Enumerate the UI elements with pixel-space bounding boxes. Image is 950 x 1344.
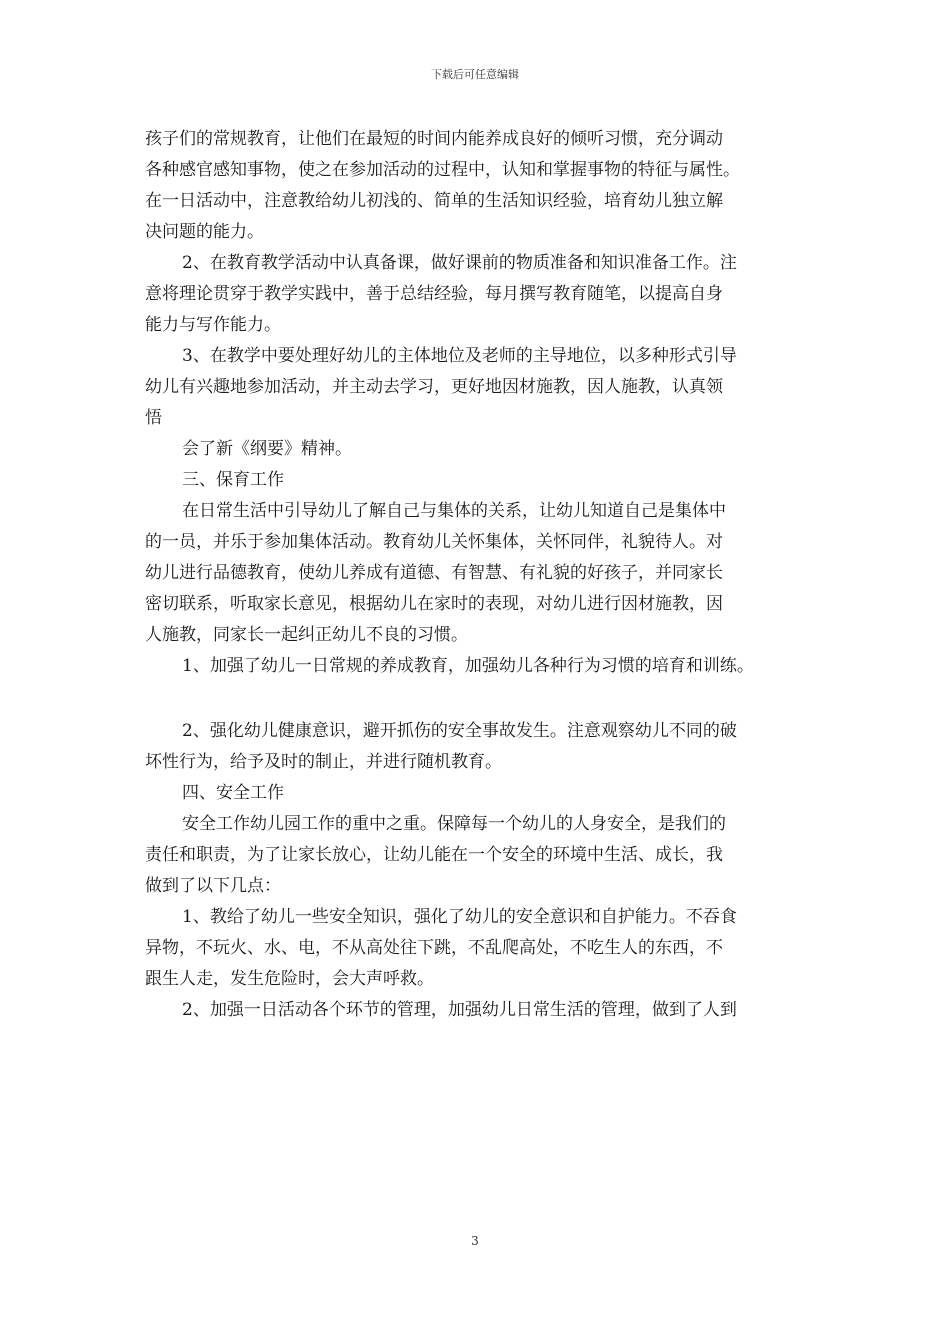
text-line: 1、加强了幼儿一日常规的养成教育，加强幼儿各种行为习惯的培育和训练。 <box>182 656 754 676</box>
text-line: 的一员，并乐于参加集体活动。教育幼儿关怀集体，关怀同伴，礼貌待人。对 <box>145 532 723 552</box>
text-line: 能力与写作能力。 <box>145 315 281 335</box>
text-line: 2、加强一日活动各个环节的管理，加强幼儿日常生活的管理，做到了人到 <box>182 1000 737 1020</box>
text-line: 会了新《纲要》精神。 <box>182 439 352 459</box>
page-number: 3 <box>471 1234 479 1248</box>
text-line: 人施教，同家长一起纠正幼儿不良的习惯。 <box>145 625 468 645</box>
text-line: 在日常生活中引导幼儿了解自己与集体的关系，让幼儿知道自己是集体中 <box>182 501 726 521</box>
text-line: 决问题的能力。 <box>145 222 264 242</box>
text-line: 密切联系，听取家长意见，根据幼儿在家时的表现，对幼儿进行因材施教，因 <box>145 594 723 614</box>
text-line: 安全工作幼儿园工作的重中之重。保障每一个幼儿的人身安全，是我们的 <box>182 814 726 834</box>
section-heading: 四、安全工作 <box>182 783 284 803</box>
text-line: 意将理论贯穿于教学实践中，善于总结经验，每月撰写教育随笔，以提高自身 <box>145 284 723 304</box>
document-body <box>145 124 817 1026</box>
text-line: 异物，不玩火、水、电，不从高处往下跳，不乱爬高处，不吃生人的东西，不 <box>145 938 723 958</box>
text-line: 孩子们的常规教育，让他们在最短的时间内能养成良好的倾听习惯，充分调动 <box>145 129 723 149</box>
section-heading: 三、保育工作 <box>182 470 284 490</box>
text-line: 跟生人走，发生危险时，会大声呼救。 <box>145 969 434 989</box>
text-line: 坏性行为，给予及时的制止，并进行随机教育。 <box>145 752 502 772</box>
text-line: 2、强化幼儿健康意识，避开抓伤的安全事故发生。注意观察幼儿不同的破 <box>182 721 737 741</box>
paragraph-gap <box>145 682 817 716</box>
text-line: 3、在教学中要处理好幼儿的主体地位及老师的主导地位，以多种形式引导 <box>182 346 737 366</box>
text-line: 悟 <box>145 408 162 428</box>
text-line: 在一日活动中，注意教给幼儿初浅的、简单的生活知识经验，培育幼儿独立解 <box>145 191 723 211</box>
text-line: 幼儿有兴趣地参加活动，并主动去学习，更好地因材施教，因人施教，认真领 <box>145 377 723 397</box>
page-header-note: 下载后可任意编辑 <box>431 68 519 81</box>
text-line: 幼儿进行品德教育，使幼儿养成有道德、有智慧、有礼貌的好孩子，并同家长 <box>145 563 723 583</box>
text-line: 责任和职责，为了让家长放心，让幼儿能在一个安全的环境中生活、成长，我 <box>145 845 723 865</box>
text-line: 2、在教育教学活动中认真备课，做好课前的物质准备和知识准备工作。注 <box>182 253 737 273</box>
text-line: 做到了以下几点： <box>145 876 281 896</box>
text-line: 各种感官感知事物，使之在参加活动的过程中，认知和掌握事物的特征与属性。 <box>145 160 740 180</box>
text-line: 1、教给了幼儿一些安全知识，强化了幼儿的安全意识和自护能力。不吞食 <box>182 907 737 927</box>
